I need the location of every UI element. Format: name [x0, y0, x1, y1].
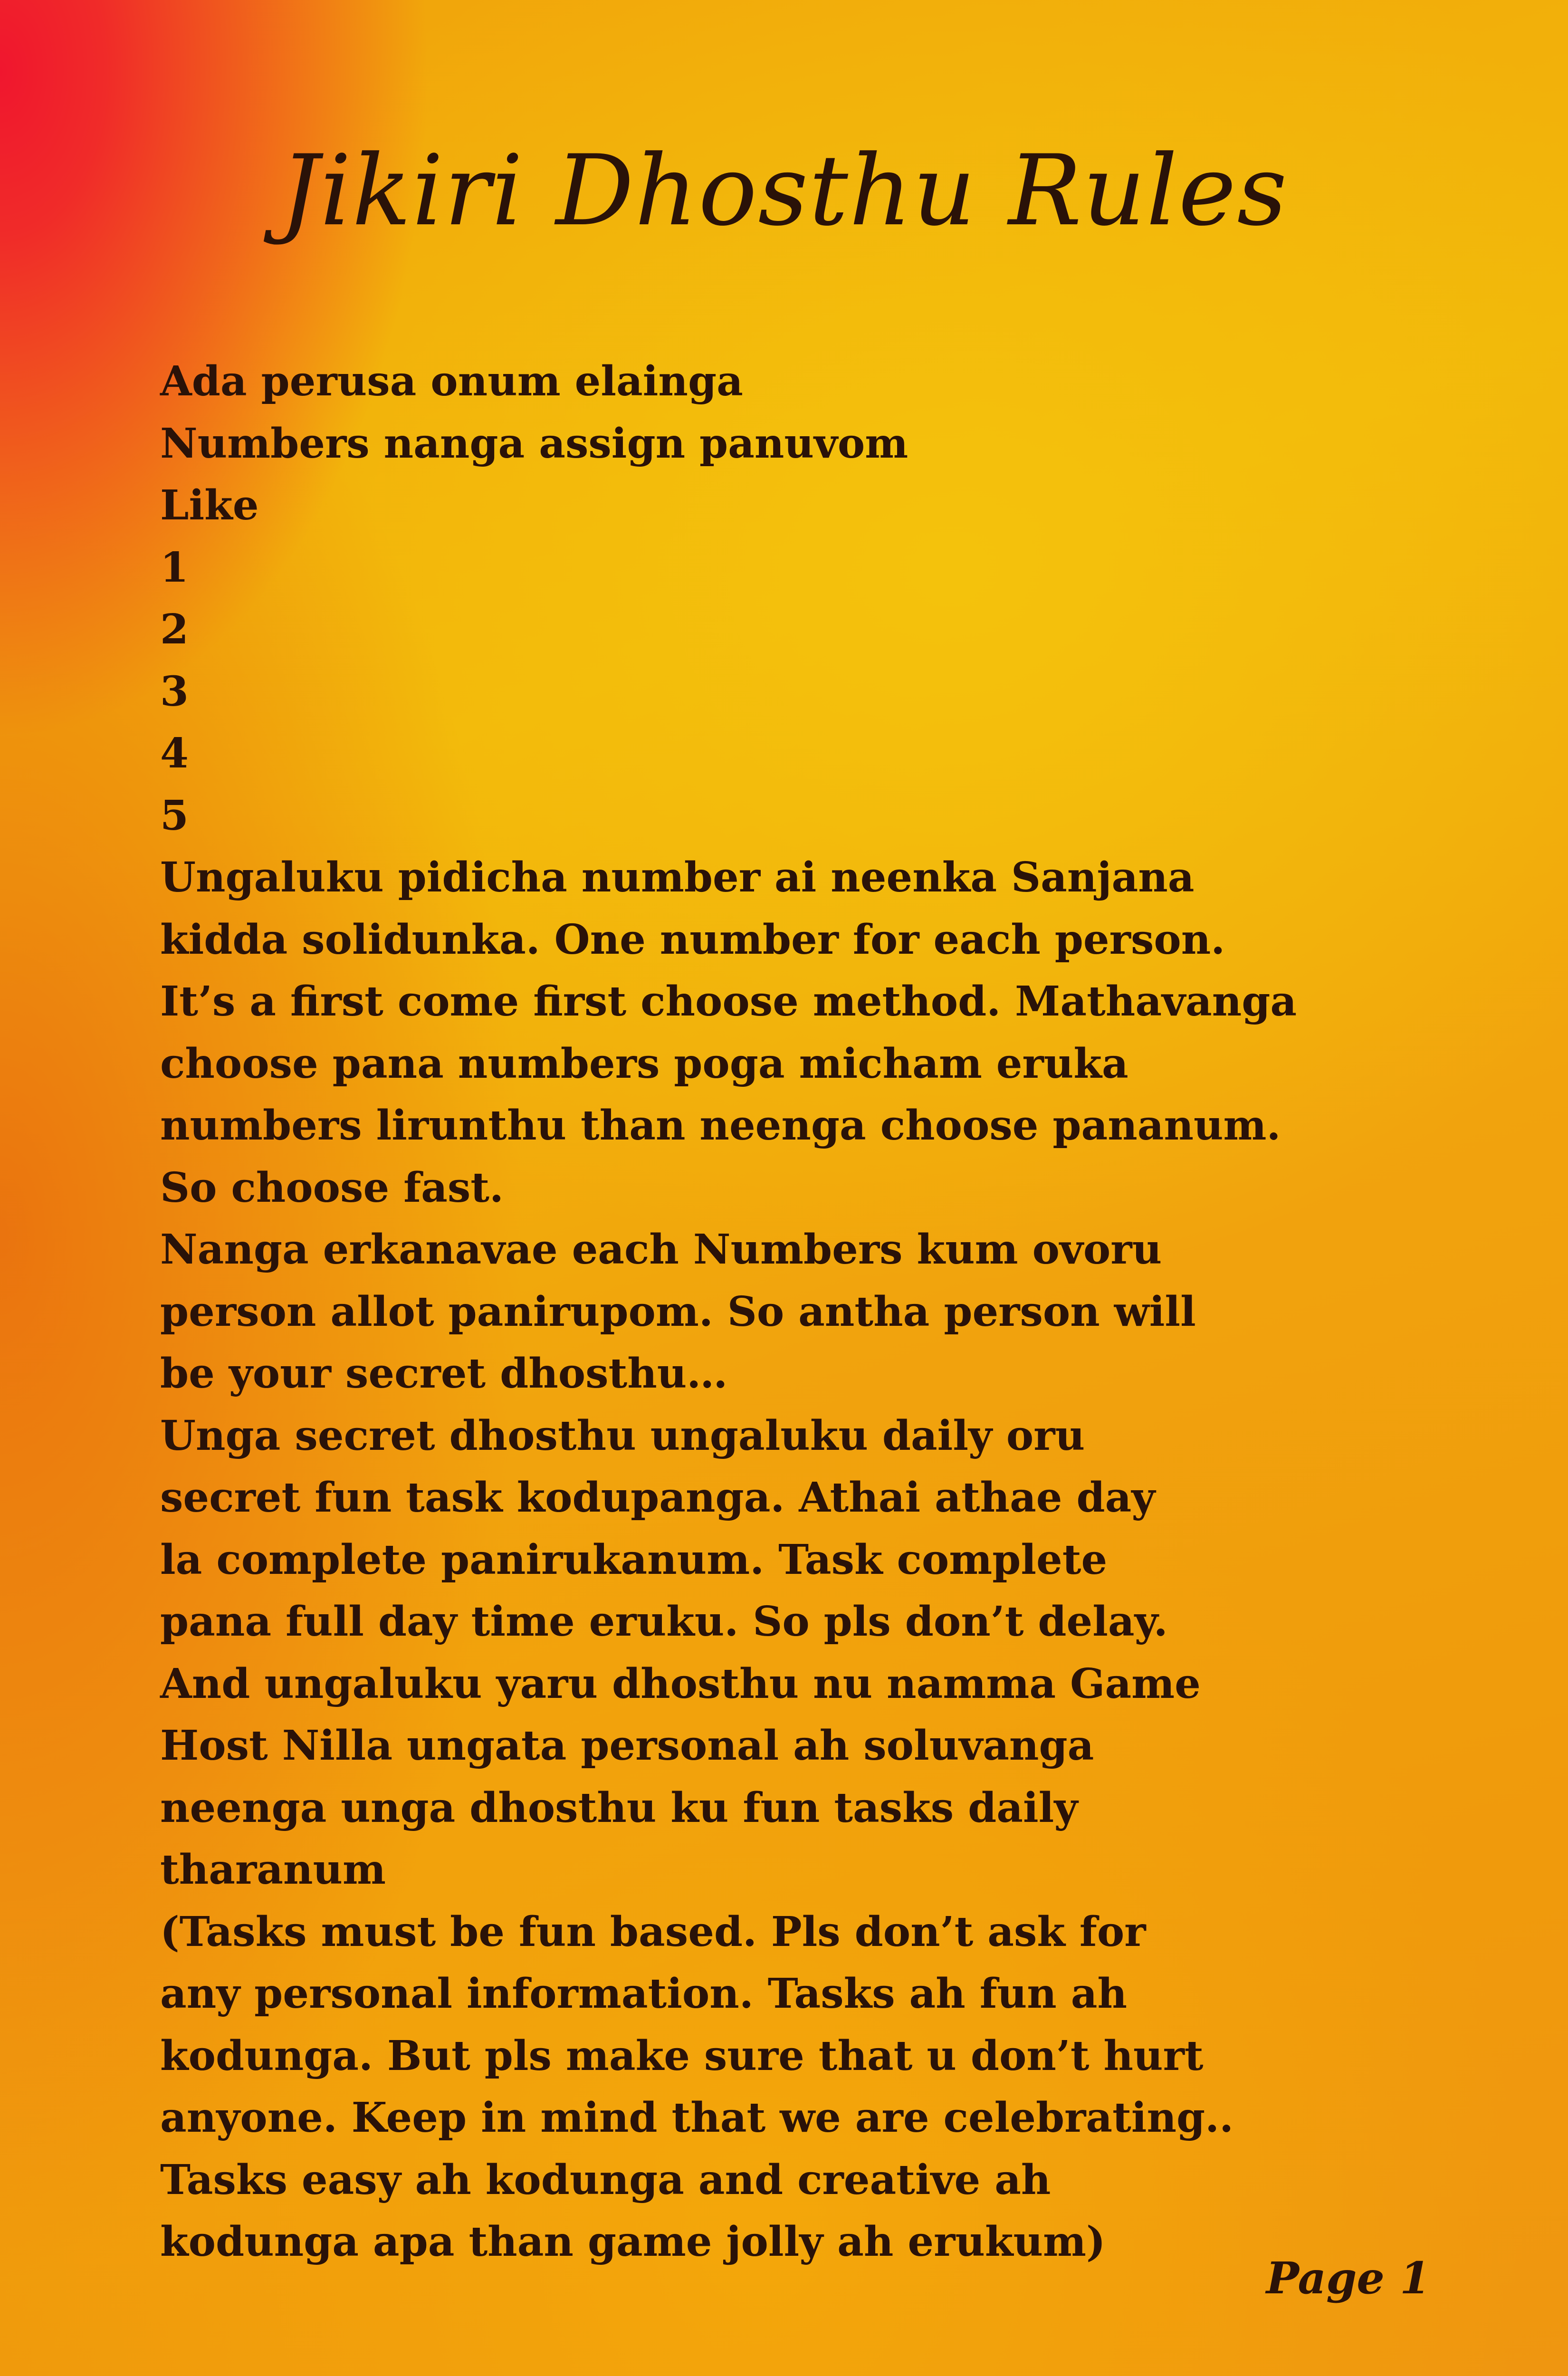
text-line: pana full day time eruku. So pls don’t delay. [160, 1598, 1168, 1646]
text-line: person allot panirupom. So antha person will [160, 1287, 1196, 1336]
text-line: tharanum [160, 1846, 386, 1894]
text-line: Nanga erkanavae each Numbers kum ovoru [160, 1226, 1162, 1274]
text-line: Like [160, 481, 259, 529]
text-line: 2 [160, 605, 189, 653]
text-line: It’s a first come first choose method. Mathavanga [160, 977, 1297, 1025]
text-line: Unga secret dhosthu ungaluku daily oru [160, 1411, 1085, 1460]
text-line: be your secret dhosthu… [160, 1350, 728, 1398]
text-line: Numbers nanga assign panuvom [160, 419, 908, 468]
text-line: Tasks easy ah kodunga and creative ah [160, 2156, 1051, 2204]
rules-text [160, 351, 1491, 2273]
page-title: Jikiri Dhosthu Rules [280, 134, 1288, 248]
text-line: neenga unga dhosthu ku fun tasks daily [160, 1783, 1078, 1832]
text-line: 1 [160, 543, 189, 592]
text-line: 4 [160, 729, 189, 777]
text-line: Ungaluku pidicha number ai neenka Sanjana [160, 853, 1195, 901]
text-line: la complete panirukanum. Task complete [160, 1535, 1108, 1584]
text-line: And ungaluku yaru dhosthu nu namma Game [160, 1659, 1201, 1708]
text-line: So choose fast. [160, 1163, 504, 1212]
text-line: 3 [160, 667, 189, 716]
text-line: numbers lirunthu than neenga choose pananum. [160, 1102, 1281, 1150]
text-line: Ada perusa onum elainga [160, 357, 743, 405]
text-line: kodunga. But pls make sure that u don’t hurt [160, 2031, 1204, 2080]
text-line: anyone. Keep in mind that we are celebrating.. [160, 2094, 1234, 2142]
text-line: kidda solidunka. One number for each person. [160, 915, 1225, 964]
text-line: any personal information. Tasks ah fun ah [160, 1970, 1127, 2018]
text-line: 5 [160, 791, 189, 840]
text-line: Host Nilla ungata personal ah soluvanga [160, 1722, 1094, 1770]
text-line: choose pana numbers poga micham eruka [160, 1039, 1128, 1088]
text-line: (Tasks must be fun based. Pls don’t ask for [160, 1907, 1146, 1956]
text-line: kodunga apa than game jolly ah erukum) [160, 2218, 1106, 2266]
text-line: secret fun task kodupanga. Athai athae day [160, 1474, 1156, 1522]
page-number: Page 1 [1266, 2252, 1430, 2304]
